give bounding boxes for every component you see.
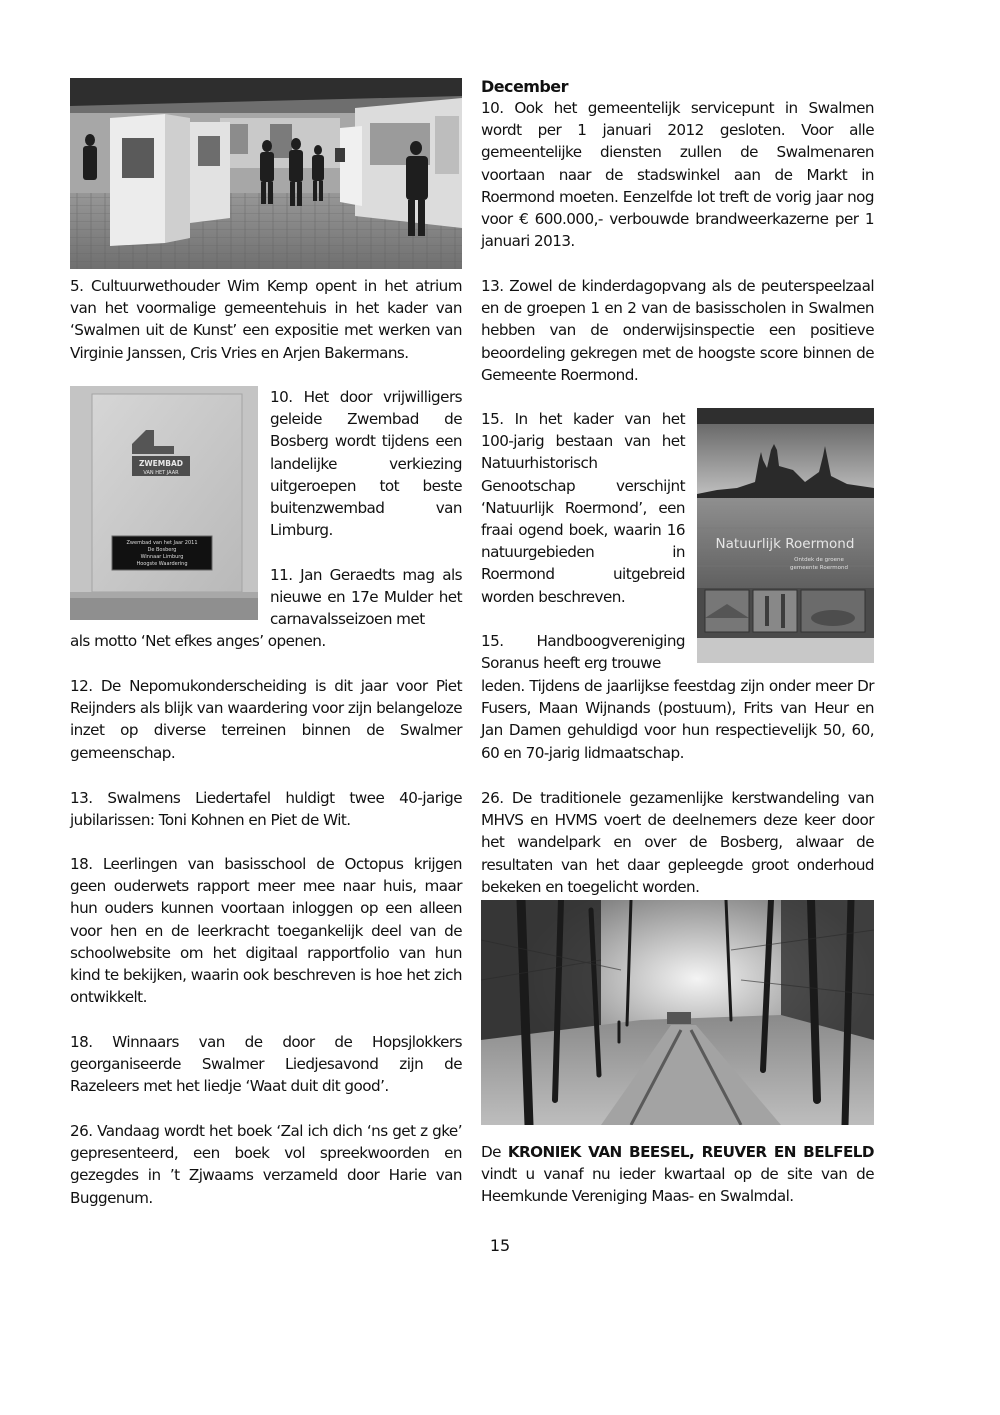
swimming-pool-award-photo bbox=[70, 386, 258, 620]
book-subtitle-line1: Ontdek de groene bbox=[794, 557, 844, 563]
plaque-sign-line3: Winnaar Limburg bbox=[140, 554, 184, 560]
exhibition-photo bbox=[70, 78, 462, 269]
page-number: 15 bbox=[489, 1236, 511, 1255]
book-title: Natuurlijk Roermond bbox=[715, 536, 855, 552]
item-11-paragraph-part1: 11. Jan Geraedts mag als nieuwe en 17e Mulder het carnavalsseizoen met bbox=[270, 566, 462, 629]
plaque-logo-line1: ZWEMBAD bbox=[138, 459, 184, 468]
month-heading: December bbox=[481, 77, 568, 96]
plaque-sign-line1: Zwembad van het Jaar 2011 bbox=[126, 540, 198, 546]
item-10-right-paragraph: 10. Ook het gemeentelijk servicepunt in Swalmen wordt per 1 januari 2012 gesloten. Voor alle gemeentelijke diensten zullen de Swalmenaren voortaan naar de stadswinkel aan de Markt in Roermond moeten. Eenzelfde lot treft de vorig jaar nog voor € 600.000,- verbouwde brandweerkazerne per 1 januari 2013. bbox=[481, 99, 874, 251]
item-13-paragraph: 13. Swalmens Liedertafel huldigt twee 40-jarige jubilarissen: Toni Kohnen en Piet de Wit. bbox=[70, 789, 462, 830]
item-12-paragraph: 12. De Nepomukonderscheiding is dit jaar voor Piet Reijnders als blijk van waardering voor zijn belangeloze inzet op diverse terreinen binnen de Swalmer gemeenschap. bbox=[70, 677, 462, 762]
item-10-paragraph: 10. Het door vrijwilligers geleide Zwembad de Bosberg wordt tijdens een landelijke verkiezing uitgeroepen tot beste buitenzwembad van Limburg. bbox=[270, 388, 462, 540]
item-11-paragraph-part2: als motto ‘Net efkes anges’ openen. bbox=[70, 632, 326, 650]
plaque-sign-line2: De Bosberg bbox=[147, 547, 177, 553]
item-15-book-paragraph: 15. In het kader van het 100-jarig bestaan van het Natuurhistorisch Genootschap verschijnt ‘Natuurlijk Roermond’, een fraai ogend boek, waarin 16 natuurgebieden in Roermond uitgebreid worden beschreven. bbox=[481, 410, 685, 606]
closing-paragraph bbox=[481, 1141, 874, 1208]
item-5-paragraph: 5. Cultuurwethouder Wim Kemp opent in het atrium van het voormalige gemeentehuis in het kader van ‘Swalmen uit de Kunst’ een expositie met werken van Virginie Janssen, Cris Vries en Arjen Bakermans. bbox=[70, 277, 462, 362]
kroniek-title: KRONIEK VAN BEESEL, REUVER EN BELFELD bbox=[507, 1143, 874, 1161]
closing-text-pre: De bbox=[481, 1143, 508, 1161]
plaque-sign-line4: Hoogste Waardering bbox=[136, 561, 188, 567]
item-15-handboog-paragraph-part1: 15. Handboogvereniging Soranus heeft erg trouwe bbox=[481, 632, 685, 673]
item-18-liedjesavond-paragraph: 18. Winnaars van de door de Hopsjlokkers georganiseerde Swalmer Liedjesavond zijn de Razeleers met het liedje ‘Waat duit dit good’. bbox=[70, 1033, 462, 1096]
closing-text-post: vindt u vanaf nu ieder kwartaal op de site van de Heemkunde Vereniging Maas- en Swalmdal. bbox=[481, 1165, 874, 1206]
item-26-kerstwandeling-paragraph: 26. De traditionele gezamenlijke kerstwandeling van MHVS en HVMS voert de deelnemers deze keer door het wandelpark en over de Bosberg, alwaar de resultaten van het daar gepleegde groot onderhoud bekeken en toegelicht worden. bbox=[481, 789, 874, 896]
book-subtitle-line2: gemeente Roermond bbox=[790, 565, 848, 571]
item-15-handboog-paragraph-part2: leden. Tijdens de jaarlijkse feestdag zijn onder meer Dr Fusers, Maan Wijnands (postuum), Frits van Heur en Jan Damen gehuldigd voor hun respectievelijk 50, 60, 60 en 70-jarig lidmaatschap. bbox=[481, 677, 874, 762]
item-18-octopus-paragraph: 18. Leerlingen van basisschool de Octopus krijgen geen ouderwets rapport meer mee naar huis, maar hun ouders kunnen voortaan inloggen op een alleen voor hen en de leerkracht toegankelijk deel van de schoolwebsite om het digitaal rapportfolio van hun kind te bekijken, waarin ook beschreven is hoe het zich ontwikkelt. bbox=[70, 855, 462, 1007]
forest-path-photo bbox=[481, 900, 874, 1125]
plaque-logo-line2: VAN HET JAAR bbox=[143, 470, 179, 476]
item-26-book-paragraph: 26. Vandaag wordt het boek ‘Zal ich dich ‘ns get z gke’ gepresenteerd, een boek vol spreekwoorden en gezegdes in ’t Zjwaams verzameld door Harie van Buggenum. bbox=[70, 1122, 462, 1207]
book-cover-image bbox=[697, 408, 874, 663]
item-13-right-paragraph: 13. Zowel de kinderdagopvang als de peuterspeelzaal en de groepen 1 en 2 van de basisscholen in Swalmen hebben van de onderwijsinspectie een positieve beoordeling gekregen met de hoogste score binnen de Gemeente Roermond. bbox=[481, 277, 874, 384]
